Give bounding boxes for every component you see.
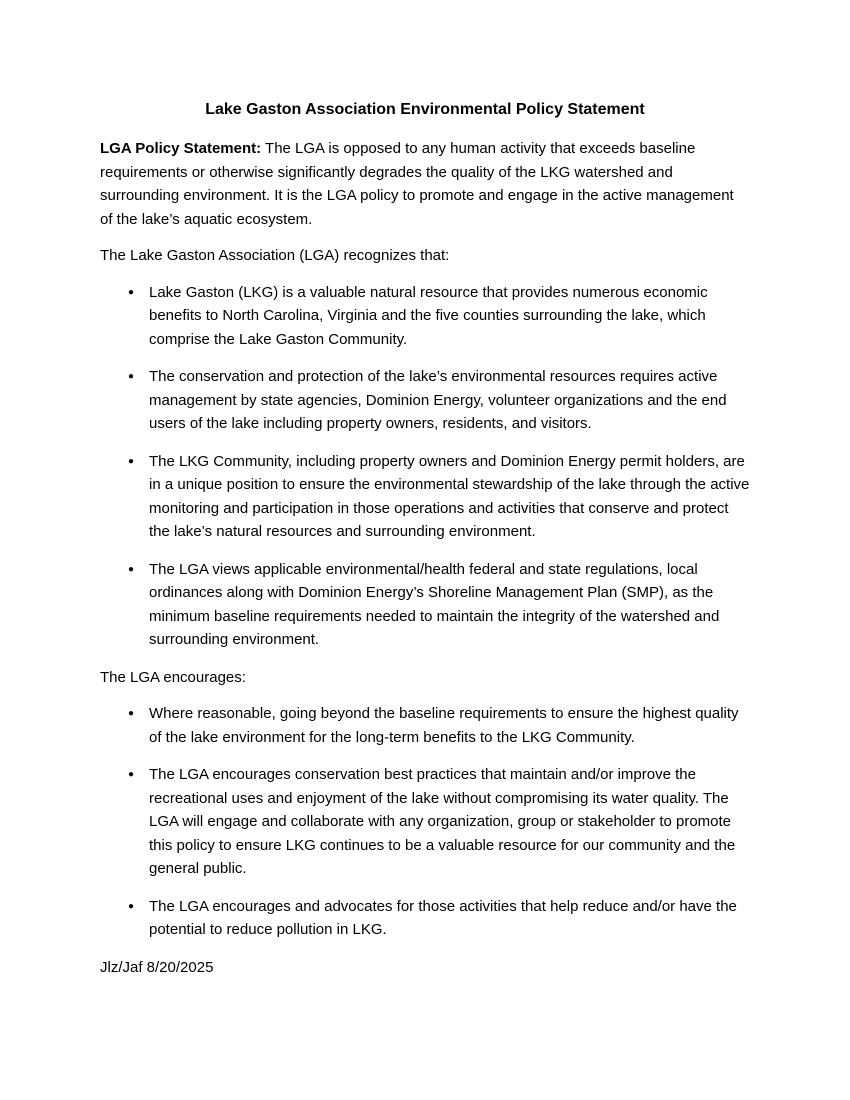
list-item: ● Lake Gaston (LKG) is a valuable natural resource that provides numerous economic benefits to North Carolina, Virginia and the five counties surrounding the lake, which comprise the Lake Gaston Community. — [149, 281, 750, 352]
document-footer-initials-date: Jlz/Jaf 8/20/2025 — [100, 958, 214, 976]
document-title: Lake Gaston Association Environmental Policy Statement — [205, 101, 645, 118]
encourages-heading: The LGA encourages: — [100, 668, 246, 686]
policy-statement-text: The LGA is opposed to any human activity that exceeds baseline requirements or otherwise significantly degrades the quality of the LKG watershed and surrounding environment. It is the LGA policy to promote and engage in the active management of the lake’s aquatic ecosystem. — [100, 140, 734, 228]
policy-statement-lead: LGA Policy Statement: — [100, 140, 262, 157]
recognizes-heading: The Lake Gaston Association (LGA) recognizes that: — [100, 247, 450, 264]
list-item: ● The LGA views applicable environmental/health federal and state regulations, local ordinances along with Dominion Energy’s Shoreline Management Plan (SMP), as the minimum baseline requirements needed to maintain the integrity of the watershed and surrounding environment. — [149, 558, 750, 652]
recognizes-list — [100, 281, 750, 652]
encourages-list — [100, 702, 750, 942]
list-item: ● The LGA encourages conservation best practices that maintain and/or improve the recreational uses and enjoyment of the lake without compromising its water quality. The LGA will engage and collaborate with any organization, group or stakeholder to promote this policy to ensure LKG continues to be a valuable resource for our community and the general public. — [149, 763, 750, 881]
policy-statement-paragraph — [100, 137, 750, 231]
list-item: ● Where reasonable, going beyond the baseline requirements to ensure the highest quality of the lake environment for the long-term benefits to the LKG Community. — [149, 702, 750, 749]
list-item: ● The conservation and protection of the lake’s environmental resources requires active management by state agencies, Dominion Energy, volunteer organizations and the end users of the lake including property owners, residents, and visitors. — [149, 365, 750, 436]
list-item: ● The LGA encourages and advocates for those activities that help reduce and/or have the potential to reduce pollution in LKG. — [149, 895, 750, 942]
list-item: ● The LKG Community, including property owners and Dominion Energy permit holders, are in a unique position to ensure the environmental stewardship of the lake through the active monitoring and participation in those operations and activities that conserve and protect the lake’s natural resources and surrounding environment. — [149, 450, 750, 544]
